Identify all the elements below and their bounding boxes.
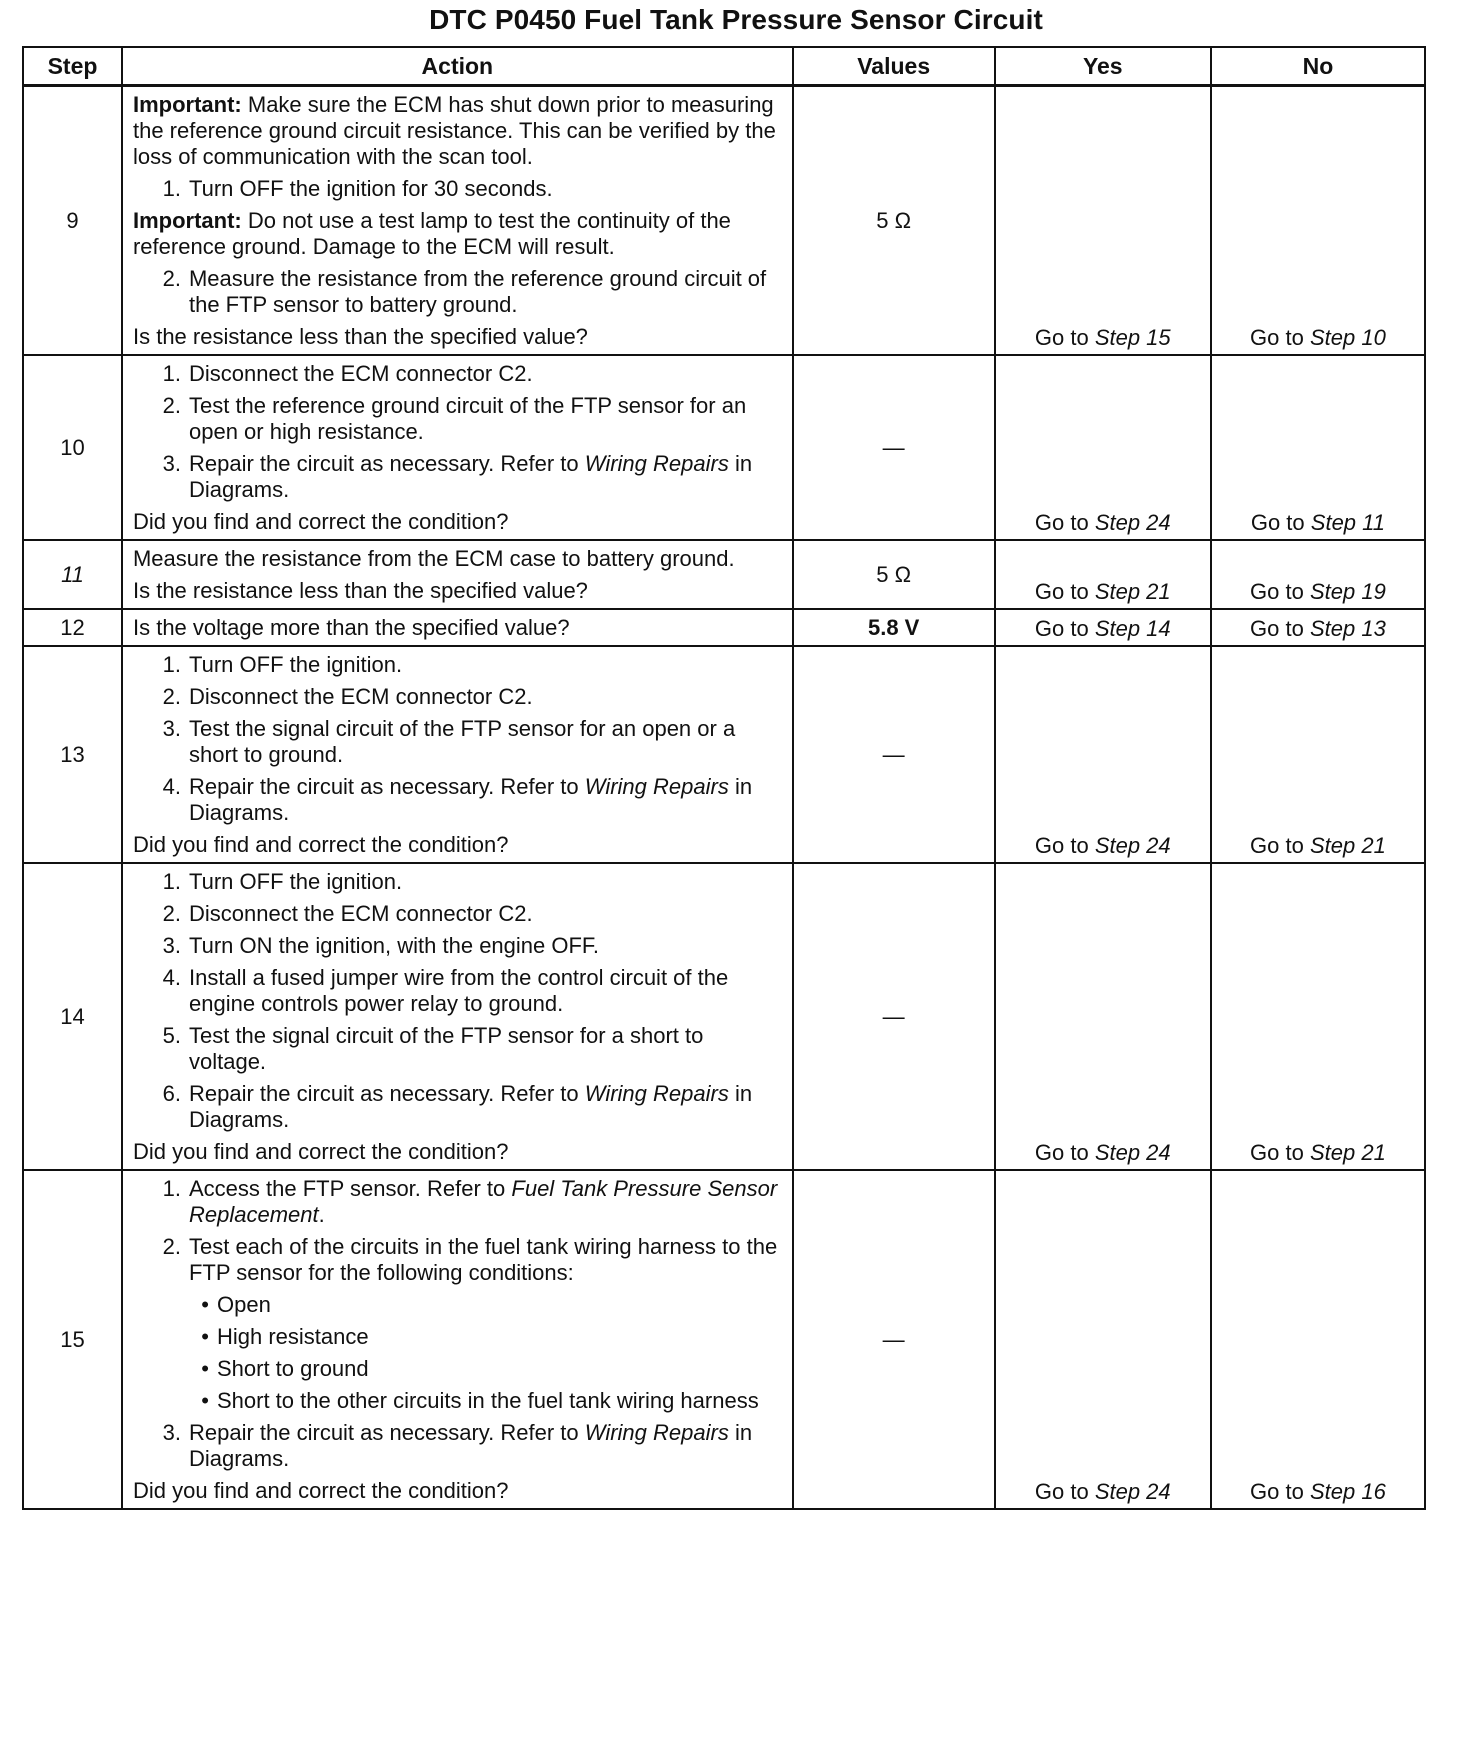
header-values: Values bbox=[793, 47, 995, 86]
yes-goto bbox=[996, 510, 1210, 536]
goto-prefix: Go to bbox=[1250, 510, 1305, 535]
goto-prefix: Go to bbox=[1250, 579, 1304, 604]
bullet-item bbox=[133, 1324, 782, 1350]
yes-cell bbox=[995, 355, 1211, 540]
bullet-item bbox=[133, 1356, 782, 1382]
step-text: Test the signal circuit of the FTP sensor for an open or a short to ground. bbox=[188, 716, 736, 767]
step-text-wrap bbox=[189, 716, 782, 768]
goto-step: Step 21 bbox=[1309, 833, 1386, 858]
step-number: 3. bbox=[162, 451, 181, 476]
yes-cell bbox=[995, 863, 1211, 1170]
step-text: Install a fused jumper wire from the control circuit of the engine controls power relay to ground. bbox=[188, 965, 729, 1016]
step-text-tail: in Diagrams. bbox=[188, 774, 753, 825]
table-row bbox=[23, 86, 1425, 356]
step-text-wrap bbox=[189, 1081, 782, 1133]
step-text-wrap bbox=[189, 684, 782, 710]
step-text: Disconnect the ECM connector C2. bbox=[188, 361, 533, 386]
goto-step: Step 24 bbox=[1094, 510, 1171, 535]
numbered-step bbox=[133, 1176, 782, 1228]
bullet-text: Short to the other circuits in the fuel tank wiring harness bbox=[216, 1388, 759, 1413]
step-text: Repair the circuit as necessary. Refer to bbox=[188, 451, 585, 476]
no-goto bbox=[1212, 1140, 1424, 1166]
important-text: Do not use a test lamp to test the continuity of the reference ground. Damage to the ECM will result. bbox=[132, 208, 731, 259]
numbered-step bbox=[133, 652, 782, 678]
goto-prefix: Go to bbox=[1034, 833, 1089, 858]
no-cell bbox=[1211, 540, 1425, 609]
step-number: 2. bbox=[162, 901, 181, 926]
reference-title: Wiring Repairs bbox=[584, 1420, 729, 1445]
reference-title: Wiring Repairs bbox=[584, 774, 729, 799]
goto-step: Step 16 bbox=[1309, 1479, 1386, 1504]
goto-step: Step 24 bbox=[1094, 1140, 1171, 1165]
yes-goto bbox=[996, 579, 1210, 605]
goto-step: Step 11 bbox=[1310, 510, 1385, 535]
step-text: Turn OFF the ignition. bbox=[188, 652, 403, 677]
goto-prefix: Go to bbox=[1250, 616, 1304, 641]
step-text: Access the FTP sensor. Refer to bbox=[188, 1176, 512, 1201]
goto-prefix: Go to bbox=[1250, 1479, 1304, 1504]
header-step: Step bbox=[23, 47, 122, 86]
step-text-wrap bbox=[189, 652, 782, 678]
step-text: Repair the circuit as necessary. Refer to bbox=[188, 774, 585, 799]
step-text-wrap bbox=[189, 361, 782, 387]
action-question: Did you find and correct the condition? bbox=[132, 832, 509, 857]
table-row bbox=[23, 540, 1425, 609]
step-number: 6. bbox=[162, 1081, 181, 1106]
step-text: Disconnect the ECM connector C2. bbox=[188, 901, 533, 926]
yes-cell bbox=[995, 1170, 1211, 1509]
action-cell bbox=[122, 540, 793, 609]
values-cell: 5 Ω bbox=[793, 540, 995, 609]
values-cell: — bbox=[793, 646, 995, 863]
action-question: Did you find and correct the condition? bbox=[132, 509, 509, 534]
step-text-wrap bbox=[189, 1176, 782, 1228]
numbered-step bbox=[133, 266, 782, 318]
bullet-icon: • bbox=[201, 1292, 209, 1317]
yes-goto bbox=[996, 833, 1210, 859]
step-text-wrap bbox=[189, 1420, 782, 1472]
no-cell bbox=[1211, 609, 1425, 646]
no-cell bbox=[1211, 863, 1425, 1170]
yes-cell bbox=[995, 540, 1211, 609]
action-question: Is the resistance less than the specified value? bbox=[132, 578, 588, 603]
numbered-step bbox=[133, 1023, 782, 1075]
no-goto bbox=[1212, 325, 1424, 351]
step-text-tail: in Diagrams. bbox=[188, 451, 753, 502]
yes-goto bbox=[996, 1140, 1210, 1166]
step-text: Turn OFF the ignition. bbox=[188, 869, 403, 894]
goto-step: Step 15 bbox=[1094, 325, 1171, 350]
important-label: Important: bbox=[132, 208, 242, 233]
no-goto bbox=[1212, 510, 1424, 536]
goto-prefix: Go to bbox=[1034, 325, 1089, 350]
step-text-tail: . bbox=[318, 1202, 325, 1227]
step-number: 4. bbox=[162, 774, 181, 799]
step-text-wrap bbox=[189, 1234, 782, 1286]
step-number: 1. bbox=[162, 176, 181, 201]
step-number: 1. bbox=[162, 1176, 181, 1201]
step-cell: 12 bbox=[23, 609, 122, 646]
step-text-wrap bbox=[189, 901, 782, 927]
goto-prefix: Go to bbox=[1034, 579, 1089, 604]
goto-step: Step 14 bbox=[1094, 616, 1171, 641]
important-note bbox=[133, 208, 782, 260]
step-text: Test each of the circuits in the fuel tank wiring harness to the FTP sensor for the following conditions: bbox=[188, 1234, 778, 1285]
no-goto bbox=[1212, 833, 1424, 859]
goto-prefix: Go to bbox=[1250, 833, 1304, 858]
step-text-wrap bbox=[189, 451, 782, 503]
bullet-text: Short to ground bbox=[216, 1356, 369, 1381]
step-number: 4. bbox=[162, 965, 181, 990]
header-no: No bbox=[1211, 47, 1425, 86]
step-number: 2. bbox=[162, 684, 181, 709]
step-text-wrap bbox=[189, 965, 782, 1017]
goto-step: Step 21 bbox=[1309, 1140, 1386, 1165]
numbered-step bbox=[133, 933, 782, 959]
no-cell bbox=[1211, 355, 1425, 540]
goto-prefix: Go to bbox=[1250, 325, 1304, 350]
values-cell: — bbox=[793, 1170, 995, 1509]
step-number: 3. bbox=[162, 933, 181, 958]
goto-prefix: Go to bbox=[1034, 616, 1089, 641]
action-cell bbox=[122, 355, 793, 540]
step-cell: 14 bbox=[23, 863, 122, 1170]
step-text-wrap bbox=[189, 266, 782, 318]
numbered-step bbox=[133, 716, 782, 768]
table-row bbox=[23, 863, 1425, 1170]
values-cell: — bbox=[793, 355, 995, 540]
values-cell: 5.8 V bbox=[793, 609, 995, 646]
goto-step: Step 24 bbox=[1094, 833, 1171, 858]
step-text-wrap bbox=[189, 869, 782, 895]
page-title: DTC P0450 Fuel Tank Pressure Sensor Circuit bbox=[429, 4, 1043, 35]
no-cell bbox=[1211, 86, 1425, 356]
step-number: 5. bbox=[162, 1023, 181, 1048]
yes-cell bbox=[995, 646, 1211, 863]
table-header-row bbox=[23, 47, 1425, 86]
reference-title: Fuel Tank Pressure Sensor Replacement bbox=[188, 1176, 778, 1227]
action-question: Measure the resistance from the ECM case to battery ground. bbox=[132, 546, 735, 571]
no-goto bbox=[1212, 579, 1424, 605]
numbered-step bbox=[133, 1234, 782, 1286]
goto-step: Step 10 bbox=[1309, 325, 1386, 350]
table-body bbox=[23, 86, 1425, 1510]
bullet-item bbox=[133, 1388, 782, 1414]
goto-step: Step 21 bbox=[1094, 579, 1171, 604]
goto-prefix: Go to bbox=[1034, 510, 1089, 535]
step-text: Test the signal circuit of the FTP sensor for a short to voltage. bbox=[188, 1023, 704, 1074]
yes-goto bbox=[996, 325, 1210, 351]
step-text: Disconnect the ECM connector C2. bbox=[188, 684, 533, 709]
step-number: 2. bbox=[162, 266, 181, 291]
step-number: 2. bbox=[162, 393, 181, 418]
step-number: 1. bbox=[162, 652, 181, 677]
action-question: Is the voltage more than the specified value? bbox=[132, 615, 570, 640]
goto-step: Step 24 bbox=[1094, 1479, 1171, 1504]
table-row bbox=[23, 646, 1425, 863]
step-number: 2. bbox=[162, 1234, 181, 1259]
yes-goto bbox=[996, 1479, 1210, 1505]
step-number: 1. bbox=[162, 361, 181, 386]
header-action: Action bbox=[122, 47, 793, 86]
numbered-step bbox=[133, 451, 782, 503]
step-text-wrap bbox=[189, 393, 782, 445]
action-cell bbox=[122, 609, 793, 646]
numbered-step bbox=[133, 965, 782, 1017]
step-number: 1. bbox=[162, 869, 181, 894]
action-cell bbox=[122, 86, 793, 356]
bullet-icon: • bbox=[201, 1324, 209, 1349]
goto-prefix: Go to bbox=[1250, 1140, 1304, 1165]
step-text-tail: in Diagrams. bbox=[188, 1081, 753, 1132]
step-text-wrap bbox=[189, 176, 782, 202]
step-text: Turn OFF the ignition for 30 seconds. bbox=[188, 176, 553, 201]
step-text-tail: in Diagrams. bbox=[188, 1420, 753, 1471]
step-text: Repair the circuit as necessary. Refer to bbox=[188, 1420, 585, 1445]
important-note bbox=[133, 92, 782, 170]
yes-cell bbox=[995, 86, 1211, 356]
values-cell: 5 Ω bbox=[793, 86, 995, 356]
numbered-step bbox=[133, 361, 782, 387]
no-goto bbox=[1212, 1479, 1424, 1505]
goto-prefix: Go to bbox=[1034, 1479, 1089, 1504]
bullet-text: High resistance bbox=[216, 1324, 369, 1349]
step-number: 3. bbox=[162, 1420, 181, 1445]
step-text-wrap bbox=[189, 1023, 782, 1075]
important-label: Important: bbox=[132, 92, 242, 117]
action-question: Did you find and correct the condition? bbox=[132, 1478, 509, 1503]
bullet-icon: • bbox=[201, 1388, 209, 1413]
bullet-icon: • bbox=[201, 1356, 209, 1381]
step-text: Measure the resistance from the reference ground circuit of the FTP sensor to battery ground. bbox=[188, 266, 767, 317]
step-text: Turn ON the ignition, with the engine OFF. bbox=[188, 933, 600, 958]
step-text: Test the reference ground circuit of the FTP sensor for an open or high resistance. bbox=[188, 393, 747, 444]
numbered-step bbox=[133, 393, 782, 445]
yes-cell bbox=[995, 609, 1211, 646]
bullet-item bbox=[133, 1292, 782, 1318]
step-number: 3. bbox=[162, 716, 181, 741]
table-row bbox=[23, 609, 1425, 646]
step-text-wrap bbox=[189, 774, 782, 826]
goto-step: Step 19 bbox=[1309, 579, 1386, 604]
table-row bbox=[23, 1170, 1425, 1509]
reference-title: Wiring Repairs bbox=[584, 451, 729, 476]
values-cell: — bbox=[793, 863, 995, 1170]
numbered-step bbox=[133, 1420, 782, 1472]
goto-step: Step 13 bbox=[1309, 616, 1386, 641]
numbered-step bbox=[133, 1081, 782, 1133]
no-goto bbox=[1212, 616, 1424, 642]
reference-title: Wiring Repairs bbox=[584, 1081, 729, 1106]
no-cell bbox=[1211, 1170, 1425, 1509]
step-cell: 13 bbox=[23, 646, 122, 863]
step-cell: 15 bbox=[23, 1170, 122, 1509]
numbered-step bbox=[133, 774, 782, 826]
numbered-step bbox=[133, 684, 782, 710]
step-cell: 9 bbox=[23, 86, 122, 356]
bullet-text: Open bbox=[216, 1292, 271, 1317]
action-question: Is the resistance less than the specified value? bbox=[132, 324, 588, 349]
important-text: Make sure the ECM has shut down prior to measuring the reference ground circuit resistance. This can be verified by the loss of communication with the scan tool. bbox=[132, 92, 776, 169]
action-cell bbox=[122, 646, 793, 863]
step-text: Repair the circuit as necessary. Refer to bbox=[188, 1081, 585, 1106]
numbered-step bbox=[133, 901, 782, 927]
step-cell: 11 bbox=[23, 540, 122, 609]
table-row bbox=[23, 355, 1425, 540]
diagnostic-table bbox=[22, 46, 1426, 1510]
header-yes: Yes bbox=[995, 47, 1211, 86]
step-cell: 10 bbox=[23, 355, 122, 540]
action-cell bbox=[122, 1170, 793, 1509]
action-question: Did you find and correct the condition? bbox=[132, 1139, 509, 1164]
goto-prefix: Go to bbox=[1034, 1140, 1089, 1165]
action-cell bbox=[122, 863, 793, 1170]
numbered-step bbox=[133, 869, 782, 895]
numbered-step bbox=[133, 176, 782, 202]
yes-goto bbox=[996, 616, 1210, 642]
step-text-wrap bbox=[189, 933, 782, 959]
no-cell bbox=[1211, 646, 1425, 863]
